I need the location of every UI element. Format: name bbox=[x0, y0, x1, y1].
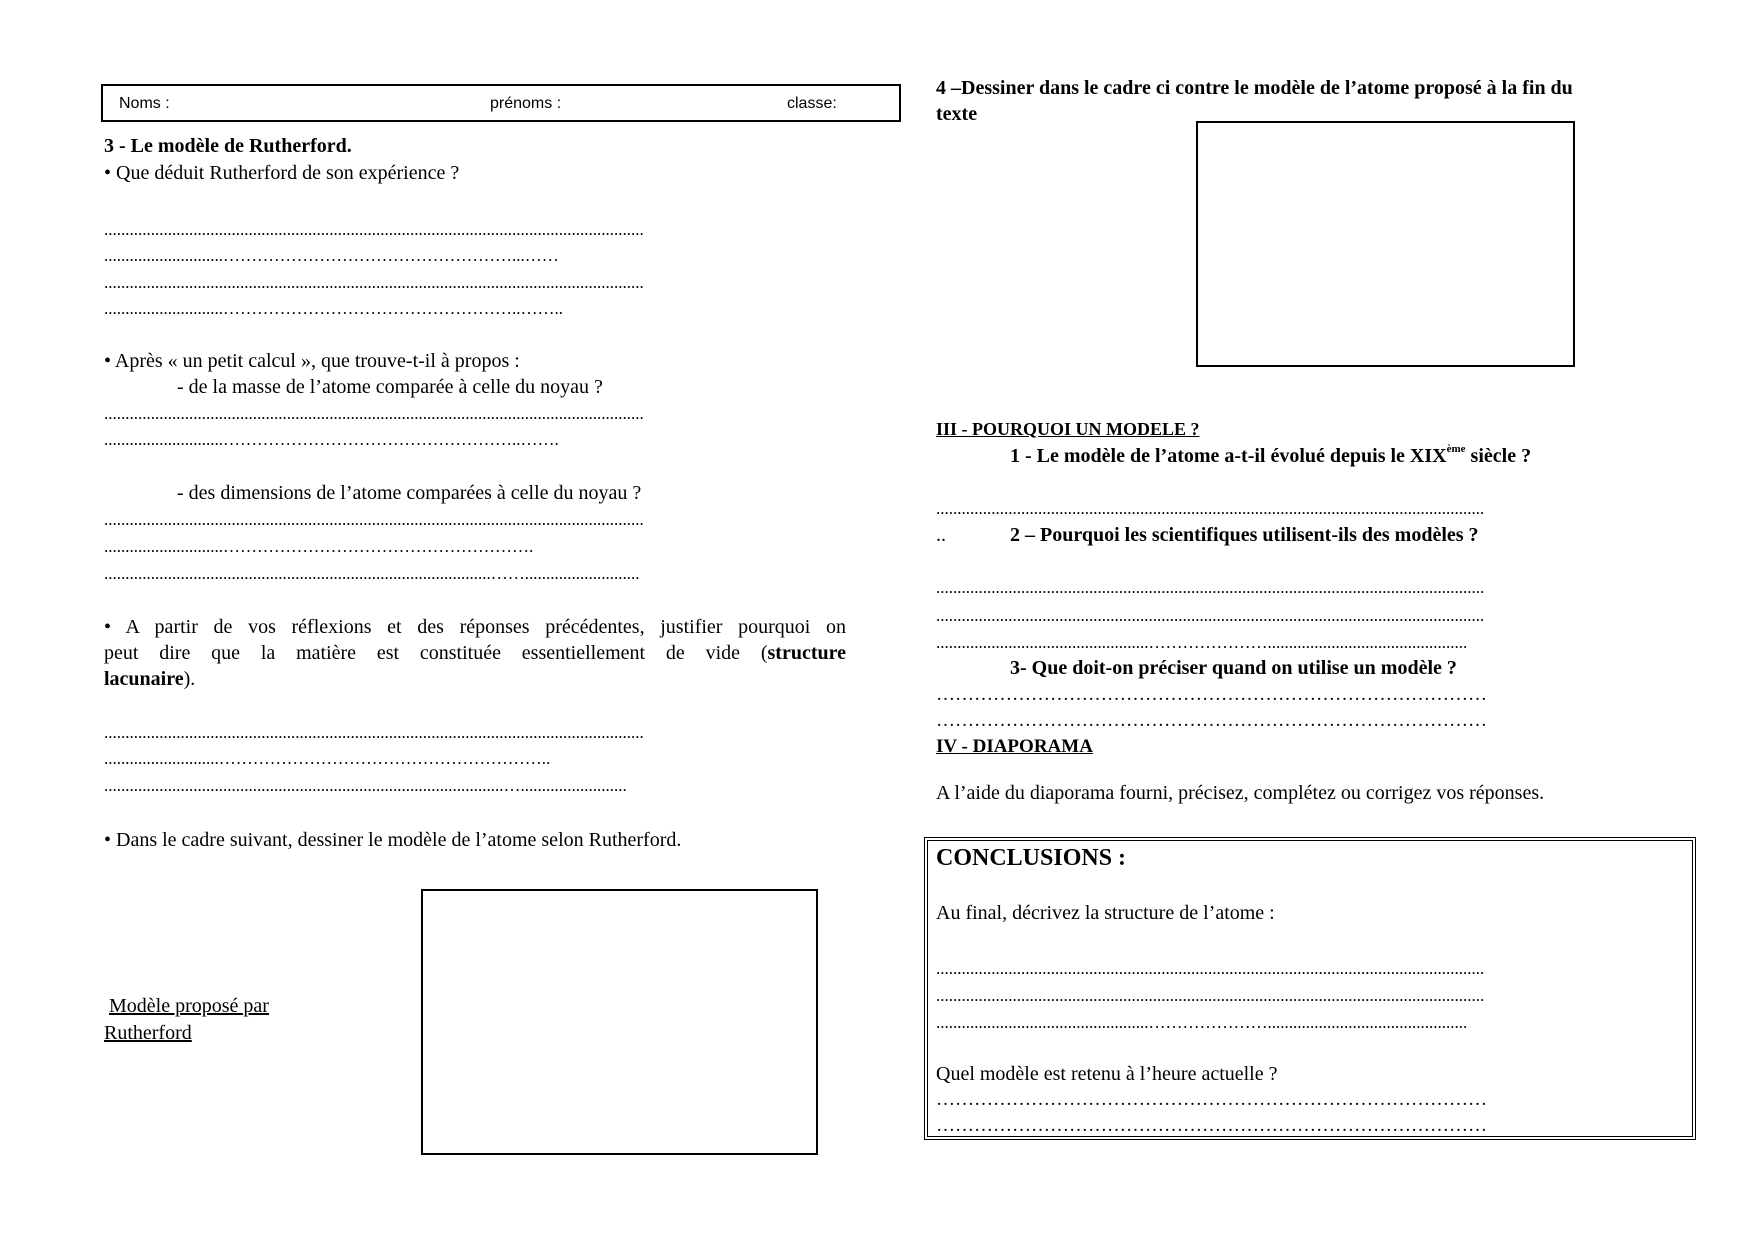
question-draw-rutherford: • Dans le cadre suivant, dessiner le modèle de l’atome selon Rutherford. bbox=[104, 829, 682, 851]
model-label-line2: Rutherford bbox=[104, 1022, 192, 1044]
answer-line[interactable]: ................................................................................................................................. bbox=[936, 499, 1485, 518]
answer-line[interactable]: ..............................................................................................…......................... bbox=[104, 776, 627, 795]
q3-line1: • A partir de vos réflexions et des réponses précédentes, justifier pourquoi on bbox=[104, 616, 846, 638]
question-draw-final-model-cont: texte bbox=[936, 103, 978, 125]
prenoms-label: prénoms : bbox=[490, 95, 562, 112]
rutherford-drawing-frame[interactable] bbox=[421, 889, 818, 1155]
question-structure-lacunaire bbox=[104, 614, 846, 692]
question-draw-final-model: 4 –Dessiner dans le cadre ci contre le modèle de l’atome proposé à la fin du bbox=[936, 77, 1573, 99]
answer-line[interactable]: …………………………………………………………………………… bbox=[936, 1115, 1487, 1136]
q-evolution-end: siècle ? bbox=[1465, 445, 1532, 467]
question-rutherford-deduction: • Que déduit Rutherford de son expérience ? bbox=[104, 162, 460, 184]
question-masse: - de la masse de l’atome comparée à celle du noyau ? bbox=[177, 376, 603, 398]
answer-line[interactable]: ................................................................................................................................. bbox=[936, 986, 1485, 1005]
answer-line[interactable]: ............................……………………………………………..…….. bbox=[104, 299, 563, 318]
answer-line[interactable]: ...........................………………………………………………….. bbox=[104, 749, 551, 768]
answer-line[interactable]: ..................................................…………………............................................... bbox=[936, 1013, 1468, 1032]
answer-line[interactable]: ............................................................................................................................... bbox=[104, 273, 644, 292]
answer-line[interactable]: ..................................................…………………............................................... bbox=[936, 633, 1468, 652]
final-model-drawing-frame[interactable] bbox=[1196, 121, 1575, 367]
diaporama-instruction: A l’aide du diaporama fourni, précisez, complétez ou corrigez vos réponses. bbox=[936, 782, 1545, 804]
answer-line[interactable]: …………………………………………………………………………… bbox=[936, 710, 1487, 731]
answer-line[interactable]: ...........................................................................................……........................... bbox=[104, 564, 640, 583]
conclusions-question-structure: Au final, décrivez la structure de l’atome : bbox=[936, 902, 1275, 924]
q-evolution-text: 1 - Le modèle de l’atome a-t-il évolué depuis le XIX bbox=[1010, 445, 1447, 467]
answer-line[interactable]: ............................................................................................................................... bbox=[104, 220, 644, 239]
section-iii-title: III - POURQUOI UN MODELE ? bbox=[936, 419, 1200, 439]
question-petit-calcul: • Après « un petit calcul », que trouve-t-il à propos : bbox=[104, 350, 520, 372]
conclusions-title: CONCLUSIONS : bbox=[936, 845, 1127, 871]
noms-label: Noms : bbox=[119, 95, 170, 112]
section-3-title: 3 - Le modèle de Rutherford. bbox=[104, 135, 352, 157]
question-model-precision: 3- Que doit-on préciser quand on utilise un modèle ? bbox=[1010, 657, 1457, 679]
answer-line[interactable]: …………………………………………………………………………… bbox=[936, 684, 1487, 705]
q3-line3 bbox=[104, 666, 846, 692]
question-why-models: 2 – Pourquoi les scientifiques utilisent-ils des modèles ? bbox=[1010, 524, 1479, 546]
answer-line[interactable]: ................................................................................................................................. bbox=[936, 959, 1485, 978]
answer-line[interactable]: ............................................................................................................................... bbox=[104, 723, 644, 742]
model-label-line1: Modèle proposé par bbox=[109, 995, 269, 1017]
q3-bold-lacunaire: lacunaire bbox=[104, 668, 184, 690]
q-evolution-sup: ème bbox=[1446, 443, 1466, 455]
q3-end: ). bbox=[183, 668, 196, 690]
q3-line2-text: peut dire que la matière est constituée essentiellement de vide ( bbox=[104, 642, 768, 664]
answer-line[interactable]: ............................………………………………………………. bbox=[104, 537, 534, 556]
section-iv-title: IV - DIAPORAMA bbox=[936, 736, 1093, 757]
question-dimensions: - des dimensions de l’atome comparées à celle du noyau ? bbox=[177, 482, 642, 504]
answer-line[interactable]: ................................................................................................................................. bbox=[936, 606, 1485, 625]
answer-line[interactable]: ............................……………………………………………..……. bbox=[104, 430, 559, 449]
dots-prefix: .. bbox=[936, 524, 946, 546]
classe-label: classe: bbox=[787, 95, 837, 112]
answer-line[interactable]: ................................................................................................................................. bbox=[936, 578, 1485, 597]
answer-line[interactable]: ............................................................................................................................... bbox=[104, 510, 644, 529]
answer-line[interactable]: …………………………………………………………………………… bbox=[936, 1089, 1487, 1110]
answer-line[interactable]: ............................................................................................................................... bbox=[104, 404, 644, 423]
conclusions-question-current-model: Quel modèle est retenu à l’heure actuelle ? bbox=[936, 1063, 1278, 1085]
answer-line[interactable]: ............................……………………………………………...…… bbox=[104, 246, 559, 265]
q3-bold-structure: structure bbox=[767, 642, 846, 664]
question-model-evolution bbox=[1010, 443, 1531, 469]
q3-line2 bbox=[104, 640, 846, 666]
header-box bbox=[101, 84, 901, 122]
